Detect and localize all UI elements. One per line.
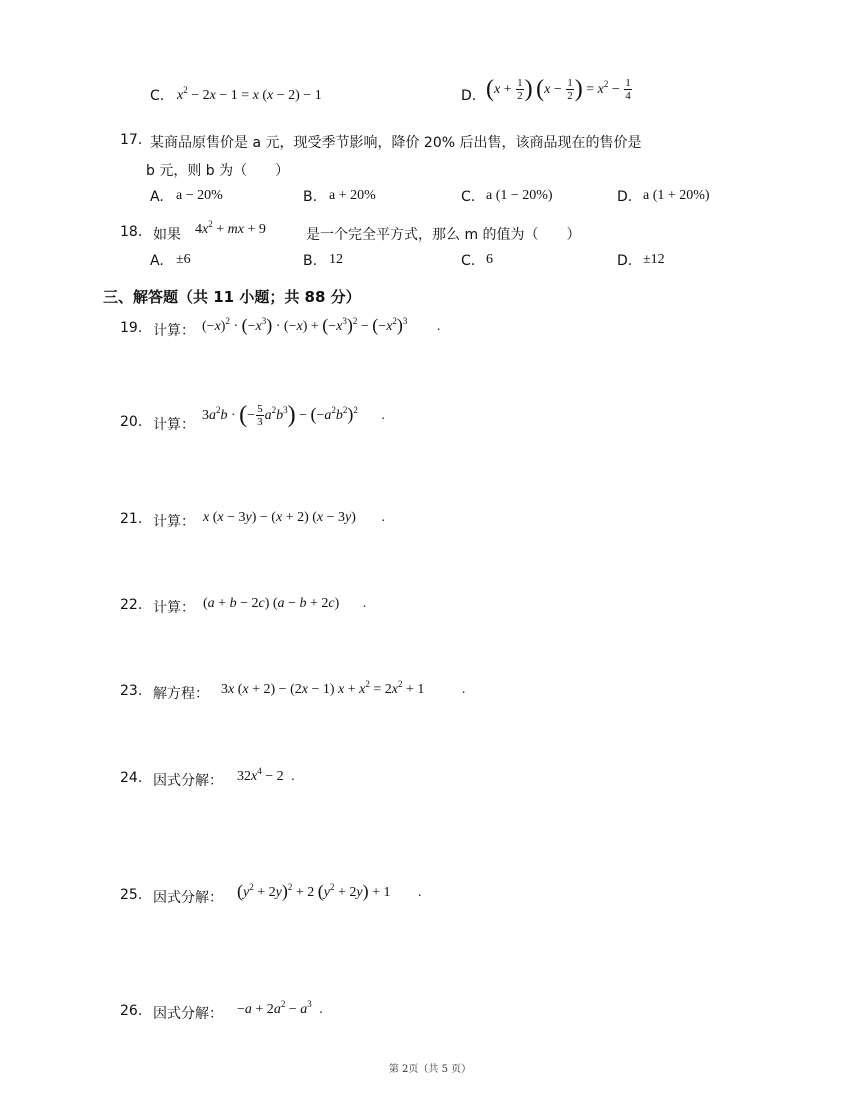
q17-option-a-label: A. [150, 189, 164, 205]
q20-prompt: 计算： [153, 417, 195, 433]
q22-number: 22. [120, 597, 143, 613]
q18-text-prefix: 如果 [153, 227, 181, 243]
q25-prompt: 因式分解： [153, 890, 223, 906]
q20-number: 20. [120, 414, 143, 430]
q18-option-d-label: D. [617, 253, 633, 269]
q17-option-a: a − 20% [176, 188, 223, 203]
q25-number: 25. [120, 887, 143, 903]
q23-expression: 3x (x + 2) − (2x − 1) $x + x^2 = 2x^2 + 1$ . [221, 679, 466, 697]
q21-number: 21. [120, 511, 143, 527]
option-d-label: D. [461, 88, 477, 104]
q18-option-c: 6 [486, 252, 493, 267]
q19-number: 19. [120, 320, 143, 336]
q19-expression: $(-x)^2 \cdot (-x^3) \cdot (-x) + (-x^3)^2 - (-x^2)^3$ . [202, 315, 441, 335]
q19-prompt: 计算： [153, 323, 195, 339]
q22-expression: (a + b − 2c) (a − b + 2c) . [203, 596, 367, 611]
q18-option-b: 12 [329, 252, 343, 267]
q25-expression: $(y^2 + 2y)^2 + 2$ $(y^2 + 2y) + 1$ . [237, 881, 422, 901]
q21-prompt: 计算： [153, 514, 195, 530]
q17-option-d-label: D. [617, 189, 633, 205]
q26-number: 26. [120, 1003, 143, 1019]
q23-number: 23. [120, 683, 143, 699]
q18-text-suffix: 是一个完全平方式，那么 m 的值为（ ） [306, 227, 581, 243]
section-heading: 三、解答题（共 11 小题；共 88 分） [103, 288, 361, 306]
q18-number: 18. [120, 224, 143, 240]
q24-number: 24. [120, 770, 143, 786]
q17-text-line1: 某商品原售价是 a 元，现受季节影响，降价 20% 后出售，该商品现在的售价是 [150, 135, 642, 151]
q26-prompt: 因式分解： [153, 1006, 223, 1022]
q17-option-b-label: B. [303, 189, 318, 205]
q18-expression: $4x^2$ + mx + 9 [195, 219, 266, 237]
q17-option-c-label: C. [461, 189, 476, 205]
q23-prompt: 解方程： [153, 686, 209, 702]
q24-prompt: 因式分解： [153, 773, 223, 789]
q26-expression: $-a + 2a^2 - a^3$ . [237, 999, 323, 1017]
q18-option-b-label: B. [303, 253, 318, 269]
q17-number: 17. [120, 132, 143, 148]
q17-option-d: a (1 + 20%) [643, 188, 710, 203]
option-c-label: C. [150, 88, 165, 104]
q24-expression: $32x^4 - 2$ . [237, 766, 295, 784]
q17-text-line2: b 元，则 b 为（ ） [146, 163, 290, 179]
page-footer: 第 2页（共 5 页） [388, 1064, 472, 1075]
q17-option-c: a (1 − 20%) [486, 188, 553, 203]
option-d-expression: (x + $\frac{1}{2}$ ) (x − $\frac{1}{2}$ ) = $x^2$ − $\frac{1}{4}$ [486, 76, 631, 103]
q17-option-b: a + 20% [329, 188, 376, 203]
option-c-expression: $x^2 - 2x - 1 = x$ (x − 2) − 1 [177, 85, 322, 103]
q22-prompt: 计算： [153, 600, 195, 616]
q21-expression: x (x − 3y) − (x + 2) (x − 3y) . [203, 510, 385, 525]
q18-option-c-label: C. [461, 253, 476, 269]
q18-option-a-label: A. [150, 253, 164, 269]
q20-expression: $3a^2b$ · (− $\frac{5}{3}$ $a^2b^3) - (-a^2b^2)^2$ . [202, 402, 385, 429]
q18-option-d: ±12 [643, 252, 665, 267]
q18-option-a: ±6 [176, 252, 191, 267]
